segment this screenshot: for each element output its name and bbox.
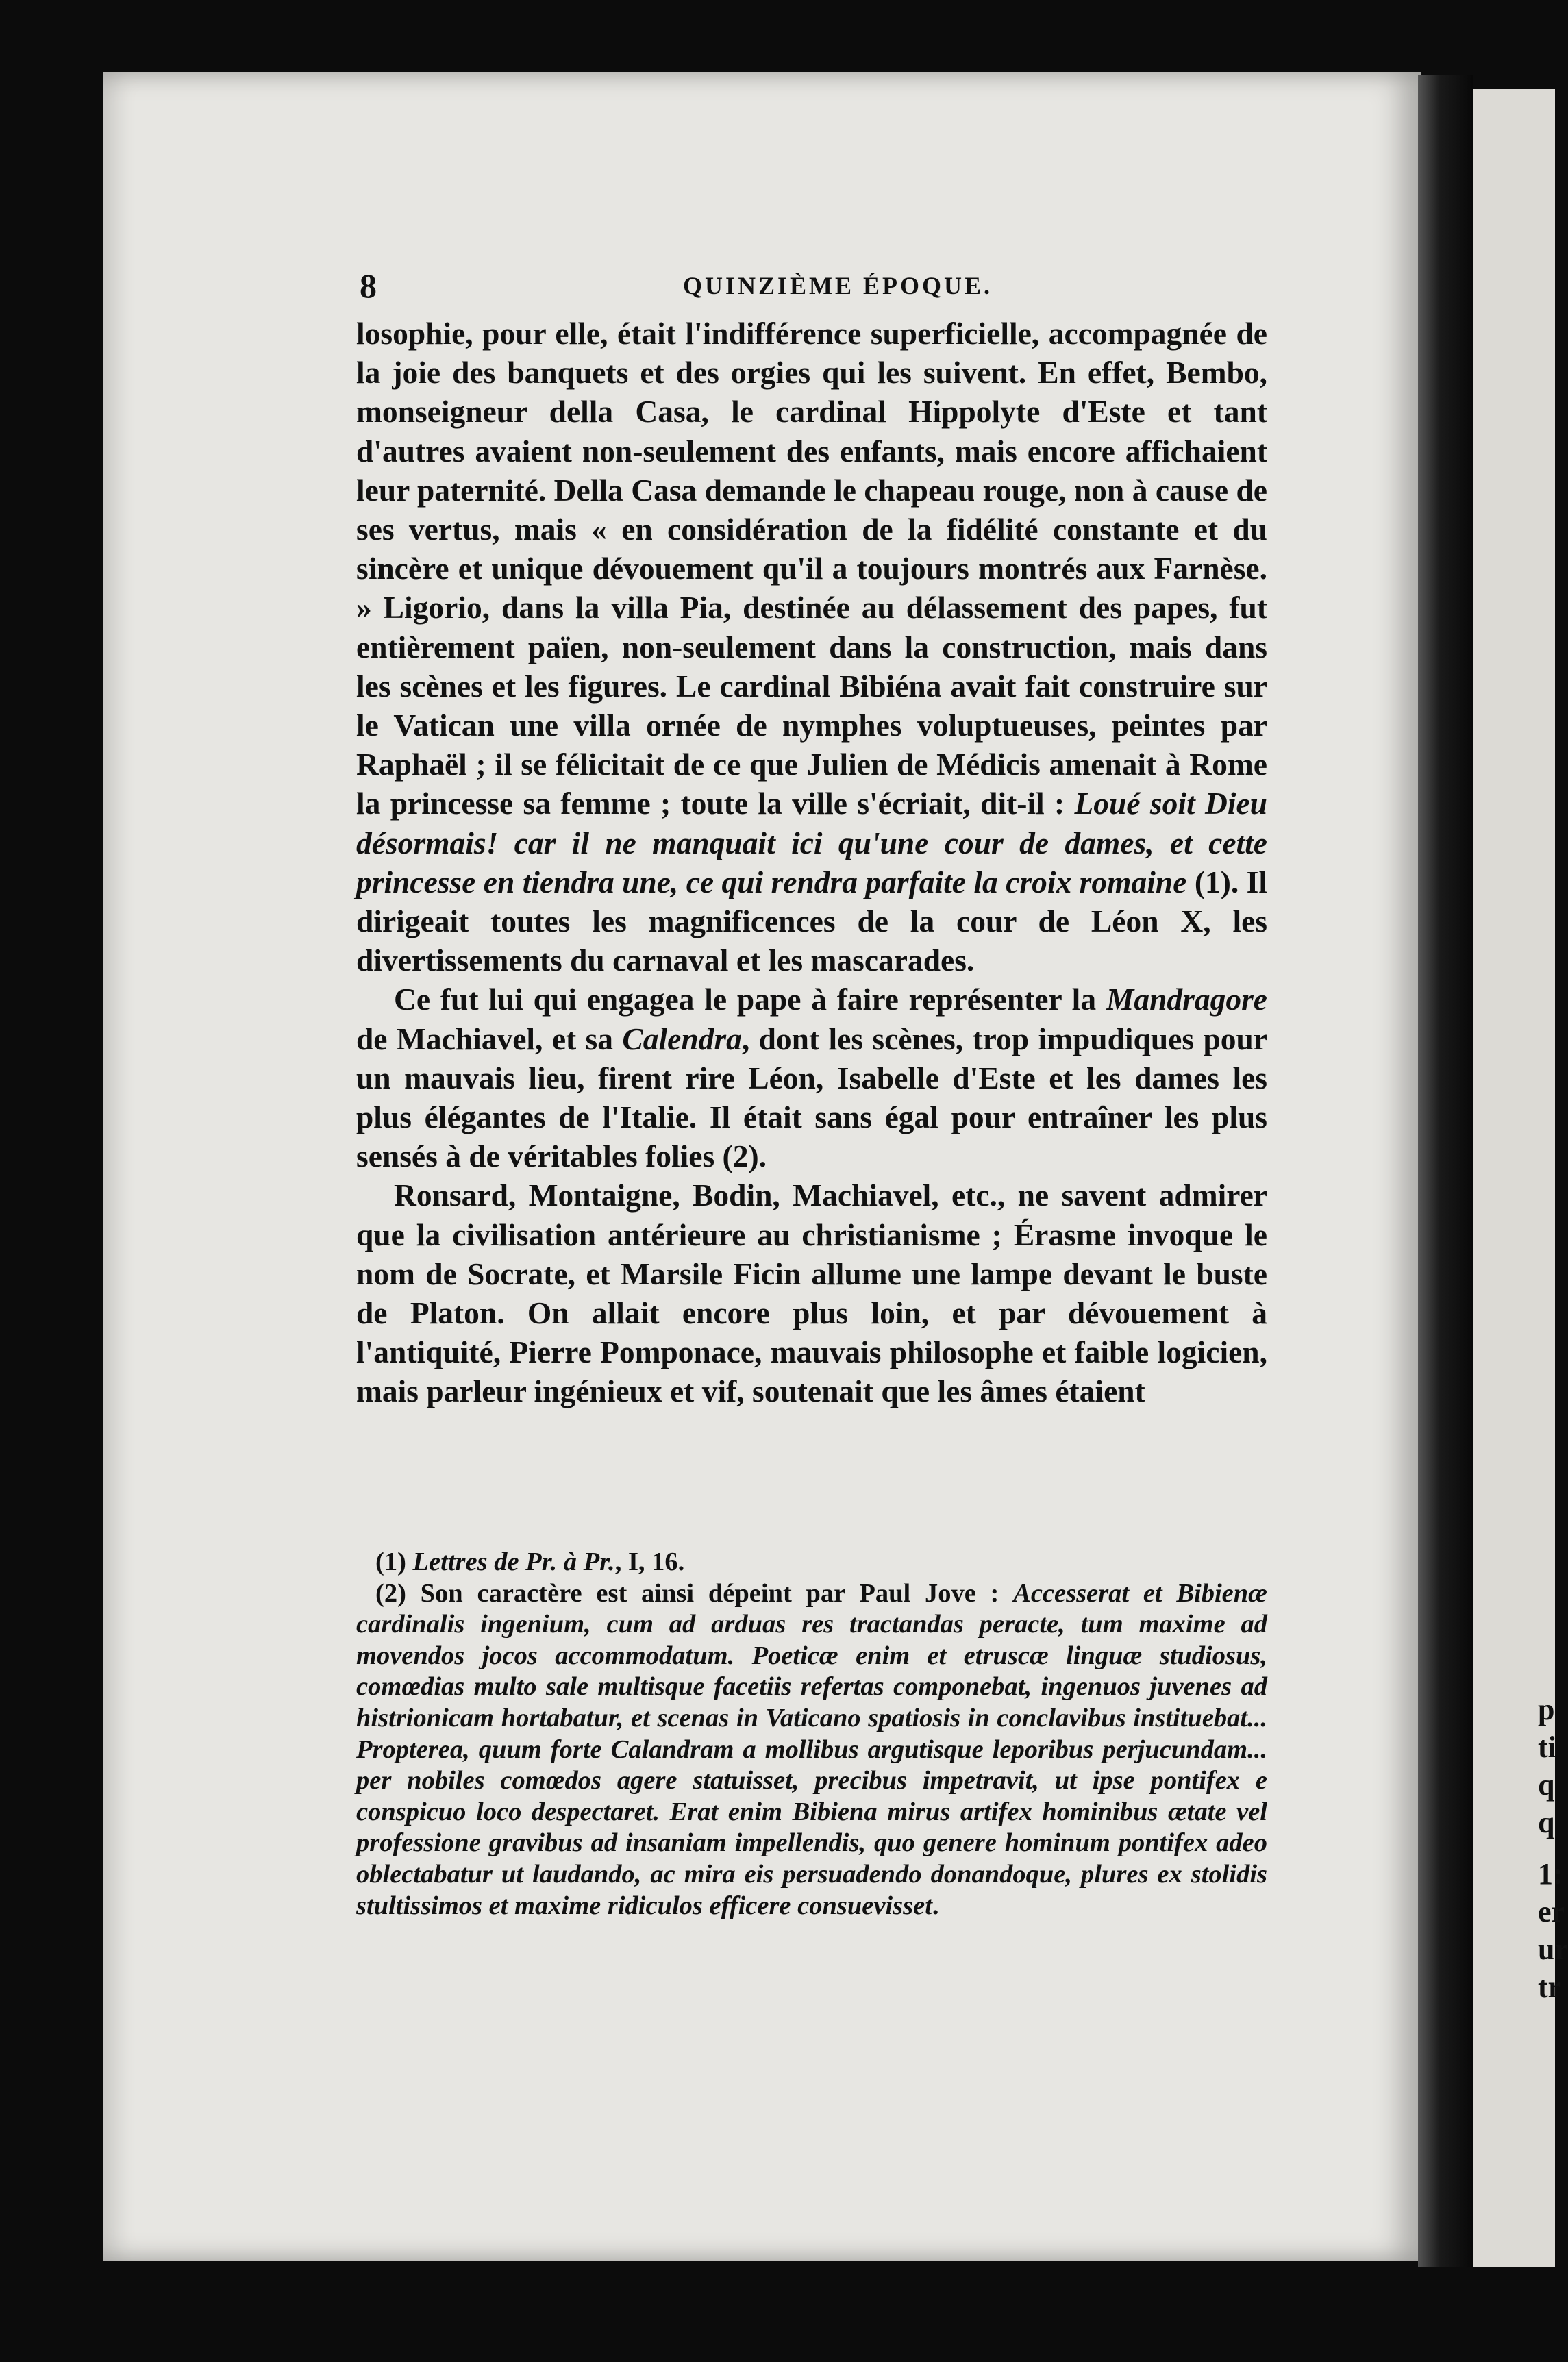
facing-page-fragment: ur [1538, 1932, 1568, 1966]
running-header [360, 266, 1264, 307]
facing-page-fragment: q [1538, 1806, 1555, 1839]
footnote-text: (2) Son caractère est ainsi dépeint par Paul Jove : [375, 1578, 1014, 1608]
facing-page-edge [1473, 89, 1568, 2267]
footnote-2 [356, 1578, 1267, 1922]
main-text [356, 314, 1267, 1411]
text-run: Ce fut lui qui engagea le pape à faire représenter la [394, 982, 1106, 1017]
italic-quote: Loué soit Dieu désormais! car il ne manquait ici qu'une cour de dames, et cette princesse en tiendra une, ce qui rendra parfaite la croix romaine [356, 786, 1267, 899]
facing-page-fragment: 1: [1538, 1857, 1563, 1891]
page-gutter-shadow [1418, 75, 1473, 2267]
facing-page-fragment: ti [1538, 1730, 1556, 1764]
facing-page-fragment: er [1538, 1895, 1565, 1928]
facing-page-fragment: tr [1538, 1970, 1562, 2004]
text-run: de Machiavel, et sa [356, 1021, 623, 1056]
footnote-marker: (1) [375, 1547, 413, 1576]
footnote-text: , I, 16. [614, 1547, 685, 1576]
footnotes [356, 1547, 1267, 1922]
italic-title: Mandragore [1106, 982, 1267, 1017]
paragraph [356, 314, 1267, 980]
footnote-latin-quote: Accesserat et Bibienæ cardinalis ingenium, cum ad arduas res tractandas peracte, tum maxime ad movendos jocos accommodatum. Poeticæ enim et etruscæ linguæ studiosus, comœdias multo sale multisque facetiis refertas componebat, ingenuos juvenes ad histrionicam hortabatur, et scenas in Vaticano spatiosis in conclavibus instituebat... Propterea, quum forte Calandram a mollibus argutisque leporibus perjucundam... per nobiles comœdos agere statuisset, precibus impetravit, ut ipse pontifex e conspicuo loco despectaret. Erat enim Bibiena mirus artifex hominibus ætate vel professione gravibus ad insaniam impellendis, quo genere hominum pontifex adeo oblectabatur ut laudando, ac mira eis persuadendo donandoque, plures ex stolidis stultissimos et maxime ridiculos efficere consuevisset [356, 1578, 1267, 1920]
running-title: QUINZIÈME ÉPOQUE. [683, 272, 993, 299]
footnote-text: . [932, 1891, 939, 1920]
text-run: , dont les scènes, trop impudiques pour un mauvais lieu, firent rire Léon, Isabelle d'Este et les dames les plus élégantes de l'Italie. Il était sans égal pour entraîner les plus sensés à de véritables folies (2). [356, 1021, 1267, 1174]
italic-title: Calendra [622, 1021, 742, 1056]
facing-page-fragment: q [1538, 1768, 1555, 1802]
paragraph [356, 980, 1267, 1176]
footnote-citation: Lettres de Pr. à Pr. [412, 1547, 615, 1576]
paragraph: Ronsard, Montaigne, Bodin, Machiavel, etc., ne savent admirer que la civilisation antérieure au christianisme ; Érasme invoque le nom de Socrate, et Marsile Ficin allume une lampe devant le buste de Platon. On allait encore plus loin, et par dévouement à l'antiquité, Pierre Pomponace, mauvais philosophe et faible logicien, mais parleur ingénieux et vif, soutenait que les âmes étaient [356, 1178, 1267, 1409]
facing-page-fragment: p [1538, 1693, 1555, 1726]
footnote-1 [356, 1547, 1267, 1578]
page-number: 8 [360, 266, 377, 305]
text-run: (1). Il dirigeait toutes les magnificences de la cour de Léon X, les divertissements du carnaval et les mascarades. [356, 864, 1267, 978]
text-run: losophie, pour elle, était l'indifférence superficielle, accompagnée de la joie des banquets et des orgies qui les suivent. En effet, Bembo, monseigneur della Casa, le cardinal Hippolyte d'Este et tant d'autres avaient non-seulement des enfants, mais encore affichaient leur paternité. Della Casa demande le chapeau rouge, non à cause de ses vertus, mais « en considération de la fidélité constante et du sincère et unique dévouement qu'il a toujours montrés aux Farnèse. » Ligorio, dans la villa Pia, destinée au délassement des papes, fut entièrement païen, non-seulement dans la construction, mais dans les scènes et les figures. Le cardinal Bibiéna avait fait construire sur le Vatican une villa ornée de nymphes voluptueuses, peintes par Raphaël ; il se félicitait de ce que Julien de Médicis amenait à Rome la princesse sa femme ; toute la ville s'écriait, dit-il : [356, 316, 1267, 821]
